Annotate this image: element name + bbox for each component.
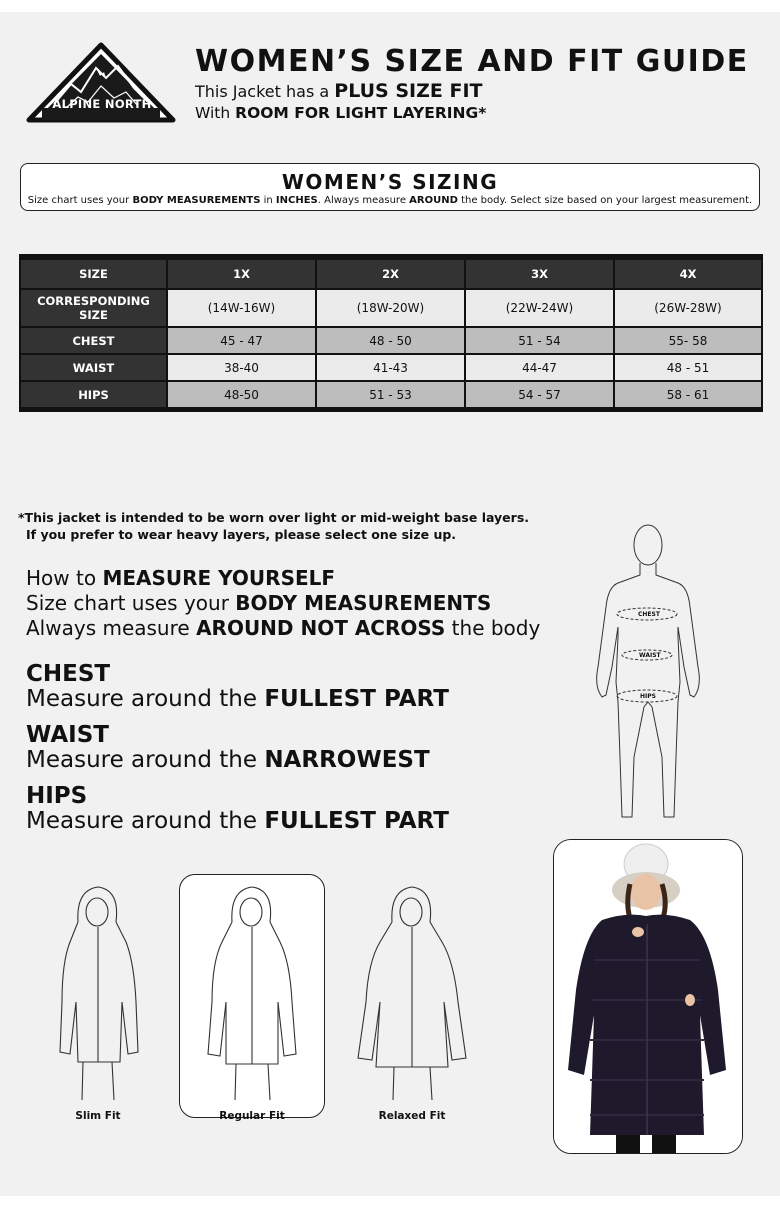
table-cell: 58 - 61	[614, 381, 762, 410]
brand-logo	[26, 42, 176, 124]
table-cell: 48 - 50	[316, 327, 465, 354]
regular-fit-figure	[200, 882, 304, 1122]
size-chart-table	[19, 254, 763, 412]
measure-line	[26, 566, 540, 591]
header-4x: 4X	[614, 257, 762, 289]
desc-bold: BODY MEASUREMENTS	[132, 195, 261, 206]
size-guide-page	[0, 12, 780, 1196]
mountain-logo-icon	[26, 42, 176, 124]
measure-line	[26, 591, 540, 616]
text: Measure around the	[26, 747, 257, 773]
table-row	[20, 381, 762, 410]
part-heading: WAIST	[26, 722, 109, 748]
figure-label-chest: CHEST	[638, 611, 660, 618]
header-3x: 3X	[465, 257, 614, 289]
table-cell: 55- 58	[614, 327, 762, 354]
table-cell: (14W-16W)	[167, 289, 316, 327]
layering-subtitle	[195, 104, 486, 122]
waist-instruction	[26, 723, 430, 773]
table-row	[20, 289, 762, 327]
table-cell: 51 - 54	[465, 327, 614, 354]
desc-part: the body. Select size based on your largest measurement.	[461, 195, 753, 206]
header-2x: 2X	[316, 257, 465, 289]
figure-label-waist: WAIST	[639, 652, 661, 659]
table-cell: 41-43	[316, 354, 465, 381]
table-row	[20, 327, 762, 354]
table-cell: (18W-20W)	[316, 289, 465, 327]
relaxed-jacket-icon	[352, 882, 472, 1102]
table-cell: 51 - 53	[316, 381, 465, 410]
body-outline-icon	[588, 517, 708, 827]
text: the body	[451, 616, 541, 640]
row-label-waist: WAIST	[20, 354, 167, 381]
body-measurement-figure	[588, 517, 708, 827]
chest-instruction	[26, 662, 449, 712]
label-line: SIZE	[79, 308, 108, 322]
fit-subtitle-pre: This Jacket has a	[195, 82, 330, 101]
page-title: WOMEN’S SIZE AND FIT GUIDE	[195, 44, 749, 79]
desc-part: . Always measure	[317, 195, 406, 206]
header-1x: 1X	[167, 257, 316, 289]
sizing-info-box	[20, 163, 760, 211]
row-label-corresponding	[20, 289, 167, 327]
table-cell: (22W-24W)	[465, 289, 614, 327]
table-cell: (26W-28W)	[614, 289, 762, 327]
measure-instructions	[26, 566, 540, 641]
fit-subtitle	[195, 80, 482, 102]
brand-name: ALPINE NORTH	[52, 97, 152, 111]
relaxed-fit-figure	[352, 882, 472, 1122]
text-bold: MEASURE YOURSELF	[102, 566, 336, 590]
text-bold: FULLEST PART	[264, 808, 449, 834]
row-label-hips: HIPS	[20, 381, 167, 410]
fit-subtitle-bold: PLUS SIZE FIT	[334, 80, 483, 102]
text: Always measure	[26, 616, 190, 640]
table-cell: 38-40	[167, 354, 316, 381]
note-line: *This jacket is intended to be worn over light or mid-weight base layers.	[18, 510, 530, 525]
table-row	[20, 354, 762, 381]
header-size: SIZE	[20, 257, 167, 289]
text: Measure around the	[26, 808, 257, 834]
desc-part: in	[263, 195, 273, 206]
slim-fit-figure	[48, 882, 148, 1122]
part-heading: CHEST	[26, 661, 111, 687]
figure-label-hips: HIPS	[640, 693, 656, 700]
text: Measure around the	[26, 686, 257, 712]
text-bold: NARROWEST	[264, 747, 430, 773]
table-cell: 48-50	[167, 381, 316, 410]
label-line: CORRESPONDING	[37, 294, 150, 308]
layering-subtitle-pre: With	[195, 104, 231, 122]
text-bold: AROUND NOT ACROSS	[196, 616, 446, 640]
table-header-row	[20, 257, 762, 289]
desc-part: Size chart uses your	[27, 195, 130, 206]
text-bold: FULLEST PART	[264, 686, 449, 712]
sizing-description	[21, 195, 759, 206]
fit-label-regular: Regular Fit	[219, 1110, 285, 1122]
layering-subtitle-bold: ROOM FOR LIGHT LAYERING*	[235, 104, 487, 122]
layering-note	[18, 509, 529, 543]
model-wearing-jacket-image	[554, 840, 743, 1154]
table-cell: 48 - 51	[614, 354, 762, 381]
table-cell: 54 - 57	[465, 381, 614, 410]
table-cell: 45 - 47	[167, 327, 316, 354]
sizing-title: WOMEN’S SIZING	[281, 170, 499, 194]
table-cell: 44-47	[465, 354, 614, 381]
row-label-chest: CHEST	[20, 327, 167, 354]
text: Size chart uses your	[26, 591, 229, 615]
fit-label-relaxed: Relaxed Fit	[378, 1110, 446, 1122]
note-line: If you prefer to wear heavy layers, please select one size up.	[26, 527, 457, 542]
part-heading: HIPS	[26, 783, 88, 809]
text: How to	[26, 566, 97, 590]
fit-label-slim: Slim Fit	[75, 1110, 121, 1122]
desc-bold: INCHES	[275, 195, 318, 206]
regular-jacket-icon	[200, 882, 304, 1102]
slim-jacket-icon	[48, 882, 148, 1102]
text-bold: BODY MEASUREMENTS	[235, 591, 492, 615]
product-photo	[553, 839, 743, 1154]
desc-bold: AROUND	[409, 195, 458, 206]
hips-instruction	[26, 784, 449, 834]
measure-line	[26, 616, 540, 641]
